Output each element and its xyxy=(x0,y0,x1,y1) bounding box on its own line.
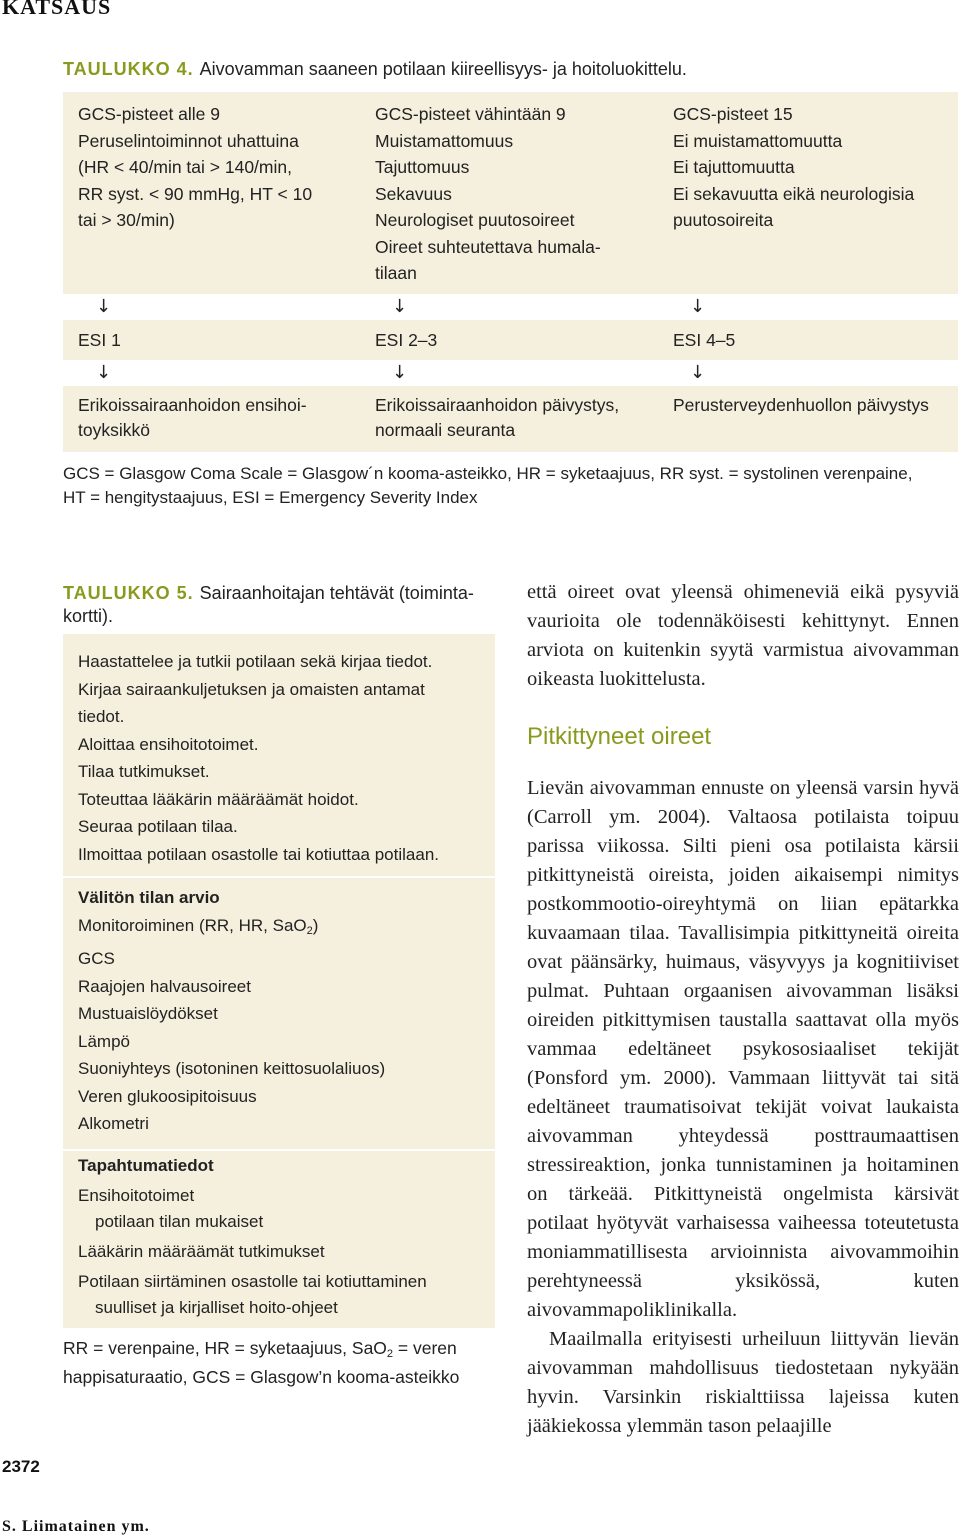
events-subitem: potilaan tilan mukaiset xyxy=(95,1212,264,1231)
events-heading: Tapahtumatiedot xyxy=(78,1156,214,1175)
care-line: normaali seuranta xyxy=(375,420,516,440)
care-level-2 xyxy=(375,393,619,443)
article-column xyxy=(527,578,959,1441)
table4-caption xyxy=(63,59,687,80)
section-divider xyxy=(63,876,495,878)
esi-level: ESI 2–3 xyxy=(375,330,438,350)
criteria-line: Sekavuus xyxy=(375,183,452,204)
table4-title: Aivovamman saaneen potilaan kiireellisyys- ja hoitoluokittelu. xyxy=(199,59,687,79)
assessment-item: GCS xyxy=(78,949,115,968)
abbreviation-line: happisaturaatio, GCS = Glasgow’n kooma-asteikko xyxy=(63,1367,460,1387)
table5-title-line: Sairaanhoitajan tehtävät (toiminta- xyxy=(199,583,474,603)
events-item: Potilaan siirtäminen osastolle tai kotiuttaminen xyxy=(78,1272,427,1291)
assessment-item: Monitoroiminen (RR, HR, SaO$_2$) xyxy=(78,915,319,937)
abbreviation-line: RR = verenpaine, HR = syketaajuus, SaO$_2$ = veren xyxy=(63,1338,457,1360)
task-item: Tilaa tutkimukset. xyxy=(78,762,210,781)
table5-caption xyxy=(63,582,498,628)
article-paragraph: Maailmalla erityisesti urheiluun liittyvän lievän aivovamman mahdollisuus tiedostetaan nykyään hyvin. Varsinkin riskialttiissa lajeissa kuten jääkiekossa ylemmän tason pelaajille xyxy=(527,1328,959,1437)
criteria-line: (HR < 40/min tai > 140/min, xyxy=(78,157,292,177)
down-arrow-icon: ↓ xyxy=(392,362,408,383)
care-level-3 xyxy=(673,393,929,418)
care-level-1 xyxy=(78,393,307,443)
article-subheading: Pitkittyneet oireet xyxy=(527,723,712,750)
task-item: Haastattelee ja tutkii potilaan sekä kirjaa tiedot. xyxy=(78,652,433,671)
task-item: Kirjaa sairaankuljetuksen ja omaisten antamat xyxy=(78,679,425,699)
assessment-list xyxy=(78,884,385,1138)
table5-title-line: kortti). xyxy=(63,606,114,626)
down-arrow-icon: ↓ xyxy=(690,362,706,383)
assessment-item: Raajojen halvausoireet xyxy=(78,976,251,996)
criteria-column-1 xyxy=(78,101,312,234)
criteria-line: tilaan xyxy=(375,263,417,283)
esi-level: ESI 1 xyxy=(78,330,121,350)
criteria-line: Oireet suhteutettava humala- xyxy=(375,236,601,257)
task-item: Aloittaa ensihoitotoimet. xyxy=(78,734,259,754)
article-paragraph: että oireet ovat yleensä ohimeneviä eikä pysyviä vaurioita ole todennäköisesti kehittynyt. Ennen arviota on kuitenkin syytä varmistua aivovamman oikeasta luokittelusta. xyxy=(527,581,959,690)
section-header: KATSAUS xyxy=(2,0,112,19)
table4-criteria-row xyxy=(63,92,958,294)
down-arrow-icon: ↓ xyxy=(96,362,112,383)
table4-care-row xyxy=(63,386,958,452)
criteria-column-2 xyxy=(375,101,601,287)
abbreviation-line: HT = hengitystaajuus, ESI = Emergency Severity Index xyxy=(63,488,478,507)
events-item: Lääkärin määräämät tutkimukset xyxy=(78,1242,325,1261)
task-item: Seuraa potilaan tilaa. xyxy=(78,817,238,836)
criteria-line: puutosoireita xyxy=(673,210,774,230)
esi-level: ESI 4–5 xyxy=(673,330,736,350)
task-item: Toteuttaa lääkärin määräämät hoidot. xyxy=(78,789,359,809)
page-number: 2372 xyxy=(2,1457,40,1476)
assessment-heading: Välitön tilan arvio xyxy=(78,888,220,907)
task-item: tiedot. xyxy=(78,707,125,726)
care-line: Perusterveydenhuollon päivystys xyxy=(673,395,929,415)
table5-abbreviations xyxy=(63,1337,503,1389)
criteria-line: Neurologiset puutosoireet xyxy=(375,210,575,230)
table4-esi-row xyxy=(63,320,958,360)
events-subitem: suulliset ja kirjalliset hoito-ohjeet xyxy=(95,1298,338,1317)
criteria-line: Tajuttomuus xyxy=(375,157,470,177)
care-line: Erikoissairaanhoidon ensihoi- xyxy=(78,395,307,415)
table4-label: TAULUKKO 4. xyxy=(63,59,194,79)
author-line: S. Liimatainen ym. xyxy=(2,1518,150,1535)
criteria-line: Muistamattomuus xyxy=(375,130,514,151)
assessment-item: Suoniyhteys (isotoninen keittosuolaliuos) xyxy=(78,1059,386,1078)
task-list xyxy=(78,648,439,868)
care-line: Erikoissairaanhoidon päivystys, xyxy=(375,395,620,415)
assessment-item: Mustuaislöydökset xyxy=(78,1004,218,1023)
assessment-item: Veren glukoosipitoisuus xyxy=(78,1086,257,1106)
events-list xyxy=(78,1153,427,1321)
down-arrow-icon: ↓ xyxy=(96,296,112,317)
criteria-line: GCS-pisteet 15 xyxy=(673,104,793,124)
table5-label: TAULUKKO 5. xyxy=(63,583,194,603)
criteria-line: Peruselintoiminnot uhattuina xyxy=(78,130,299,151)
section-divider xyxy=(63,1149,495,1151)
assessment-item: Alkometri xyxy=(78,1114,149,1133)
criteria-line: Ei sekavuutta eikä neurologisia xyxy=(673,183,915,204)
task-item: Ilmoittaa potilaan osastolle tai kotiuttaa potilaan. xyxy=(78,844,440,864)
table4-abbreviations xyxy=(63,462,958,510)
criteria-line: GCS-pisteet alle 9 xyxy=(78,104,221,124)
criteria-line: GCS-pisteet vähintään 9 xyxy=(375,104,566,124)
care-line: toyksikkö xyxy=(78,420,150,440)
down-arrow-icon: ↓ xyxy=(690,296,706,317)
article-paragraph: Lievän aivovamman ennuste on yleensä varsin hyvä (Carroll ym. 2004). Valtaosa potilaista toipuu parissa viikossa. Silti pieni osa potilaista kärsii pitkittyneistä oireista, joiden aikaisempi nimitys postkommootio-oireyhtymä on liian epätarkka kuvaamaan tilaa. Tavallisimpia pitkittyneitä oireita ovat päänsärky, huimaus, väsyvyys ja kognitiiviset pulmat. Puhtaan orgaanisen aivovamman lisäksi oireiden pitkittymisen taustalla saattavat olla myös vammaa edeltäneet psykososiaaliset tekijät (Ponsford ym. 2000). Vammaan liittyvät tai sitä edeltäneet traumatisoivat tekijät voivat laukaista aivovamman yhteydessä posttraumaattisen stressireaktion, jonka tunnistaminen ja hoitaminen on tärkeää. Pitkittyneistä ongelmista kärsivät potilaat hyötyvät varhaisessa vaiheessa toteutetusta moniammatillisesta arvioinnista aivovammoihin perehtyneessä yksikössä, kuten aivovammapoliklinikalla. xyxy=(527,777,959,1321)
assessment-item: Lämpö xyxy=(78,1031,130,1051)
down-arrow-icon: ↓ xyxy=(392,296,408,317)
criteria-column-3 xyxy=(673,101,914,234)
table5-box xyxy=(63,634,495,1328)
abbreviation-line: GCS = Glasgow Coma Scale = Glasgow´n kooma-asteikko, HR = syketaajuus, RR syst. = systolinen verenpaine, xyxy=(63,464,913,483)
criteria-line: Ei tajuttomuutta xyxy=(673,157,795,177)
criteria-line: tai > 30/min) xyxy=(78,210,175,230)
events-item: Ensihoitotoimet xyxy=(78,1186,195,1205)
criteria-line: RR syst. < 90 mmHg, HT < 10 xyxy=(78,183,313,204)
criteria-line: Ei muistamattomuutta xyxy=(673,130,843,151)
